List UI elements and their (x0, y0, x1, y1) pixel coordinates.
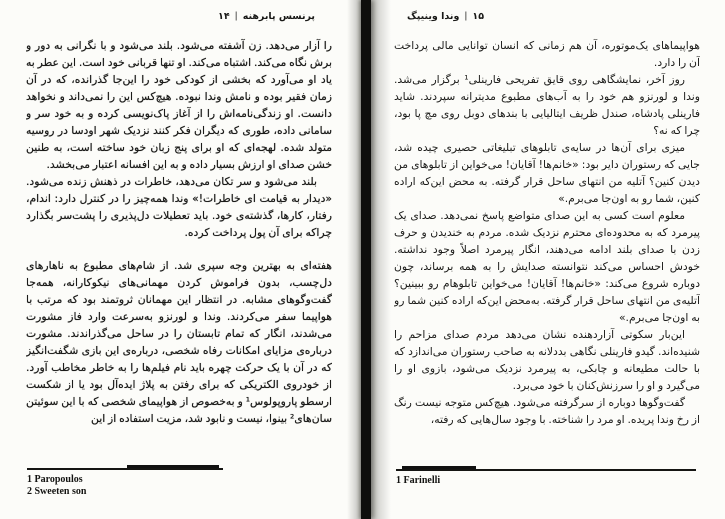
paragraph: میزی برای آن‌ها در سایه‌ی تابلوهای تبلیغاتی حصیری چیده شد، جایی که رستوران دایر بود: «خانم‌ها! آقایان! می‌خواین از تابلوهای من دیدن کنین؟ آتلیه من انتهای ساحل قرار گرفته. به محض این‌که اراده کنین، شما رو به اون‌جا می‌برم.» (394, 141, 700, 205)
footnotes-right (396, 469, 702, 487)
book-spine-shadow (361, 0, 371, 519)
story-title: وندا وینیپگ (407, 11, 460, 22)
book-title: پرنسس پابرهنه (242, 11, 315, 22)
footnote-item: 1 Farinelli (396, 475, 441, 486)
running-head-right (407, 11, 484, 22)
body-text-right (394, 37, 700, 463)
paragraph: این‌بار سکوتی آزاردهنده نشان می‌دهد مردم صدای مزاحم را شنیده‌اند. گیدو فارینلی نگاهی بددلانه به صاحب رستوران می‌اندازد که با حالت مطیعانه و چابکی، به پیرمرد نزدیک می‌شود، بازوی او را می‌گیرد و او را سرزنش‌کنان با خود می‌برد. (394, 328, 700, 392)
paragraph: هواپیماهای یک‌موتوره، آن هم زمانی که انسان توانایی مالی پرداخت آن را دارد. (394, 39, 700, 69)
running-head-left (218, 11, 315, 22)
body-text-left (26, 37, 332, 463)
paragraph: بلند می‌شود و سر تکان می‌دهد، خاطرات در ذهنش زنده می‌شود. «دیدار به قیامت ای خاطرات!» وندا همه‌چیز را در کنترل دارد: اندام، رفتار، کارها، گذشته‌ی خود. باید تعطیلات دل‌پذیری را پشت‌سر بگذارد چراکه برای آن پول پرداخت کرده. (26, 175, 332, 239)
paragraph: را آزار می‌دهد. زن آشفته می‌شود. بلند می‌شود و با نگرانی به دور و برش نگاه می‌کند. اشتباه می‌کند. او تنها قربانی خود است. این عطر به یاد او می‌آورد که بخشی از کودکی خود را این‌جا گذرانده، که در آن زمان فقیر بوده و نامش وندا نبوده. هیچ‌کس این را نمی‌داند و نخواهد دانست. او زندگی‌نامه‌اش را از آغاز پاک‌نویسی کرده و به خود سر و سامانی داده، طوری که دیگران فکر کنند نزدیک شهر اودسا در روسیه متولد شده. لهجه‌ای که او برای پنج زبان خود ساخته است، به طنین خشن صدای او ارزش بسیار داده و به این افسانه اعتبار می‌بخشد. (26, 39, 332, 171)
footnote-item: 1 Paropoulos (27, 474, 83, 485)
paragraph: هفته‌ای به بهترین وجه سپری شد. از شام‌های مطبوع به ناهارهای دل‌چسب، بدون فراموش کردن مهمانی‌های نیکوکارانه، همه‌جا گفت‌وگوهای مشابه. در انتظار این مهمانان ثروتمند بود که مرتب با هواپیما سفر می‌کردند. وندا و لورنزو به‌سرعت وارد فاز مشورت می‌شدند، انگار که تمام تابستان را در ساحل می‌گذراندند. مشورت درباره‌ی مزایای امکانات رفاه شخصی، درباره‌ی این بازی شگفت‌انگیز که در آن با یک حرکت چهره باید نام فیلم‌ها را به خاطر مخاطب آورد. از خودروی الکتریکی که برای رفتن به پلاژ ایده‌آل بود یا از شکست ارسطو پاروپولوس¹ و به‌خصوص از هواپیمای شخصی که با این سوئیتن سان‌های² بینوا، نیست و نابود شد، مزیت استفاده از این (26, 259, 332, 425)
paragraph: معلوم است کسی به این صدای متواضع پاسخ نمی‌دهد. صدای یک پیرمرد که به محدوده‌ای محترم نزدیک شده. مردم به خندیدن و حرف زدن با صدای بلند ادامه می‌دهند، انگار پیرمرد اصلاً وجود نداشته. خودش احساس می‌کند نتوانسته صدایش را به همه برساند، چون دوباره شروع می‌کند: «خانم‌ها! آقایان! می‌خواین تابلوهام رو ببینین؟ آتلیه‌ی من انتهای ساحل قرار گرفته. به‌محض این‌که اراده کنین شما رو به اون‌جا می‌برم.» (394, 209, 700, 324)
paragraph: روز آخر، نمایشگاهی روی قایق تفریحی فارینلی¹ برگزار می‌شد. وندا و لورنزو هم خود را به آب‌های مطبوع مدیترانه سپردند. شاید فارینلی پادشاه، صندل ظریف ایتالیایی با بندهای دوبل روی مچ پا بود، چرا که نه؟ (394, 73, 700, 137)
page-left (0, 0, 361, 519)
page-right (371, 0, 725, 519)
header-separator-right: | (464, 11, 468, 21)
header-separator-left: | (234, 11, 238, 21)
page-number-left: ۱۴ (218, 11, 230, 22)
footnote-item: 2 Sweeten son (27, 485, 87, 497)
footnote-rule-left (27, 468, 223, 470)
footnote-rule-right (396, 469, 696, 471)
paragraph: گفت‌وگوها دوباره از سرگرفته می‌شود. هیچ‌کس متوجه نیست رنگ از رخ وندا پریده. او مرد را شناخته. با وجود سال‌هایی که رفته، (394, 396, 700, 426)
footnotes-left (27, 468, 333, 497)
page-number-right: ۱۵ (472, 11, 485, 22)
